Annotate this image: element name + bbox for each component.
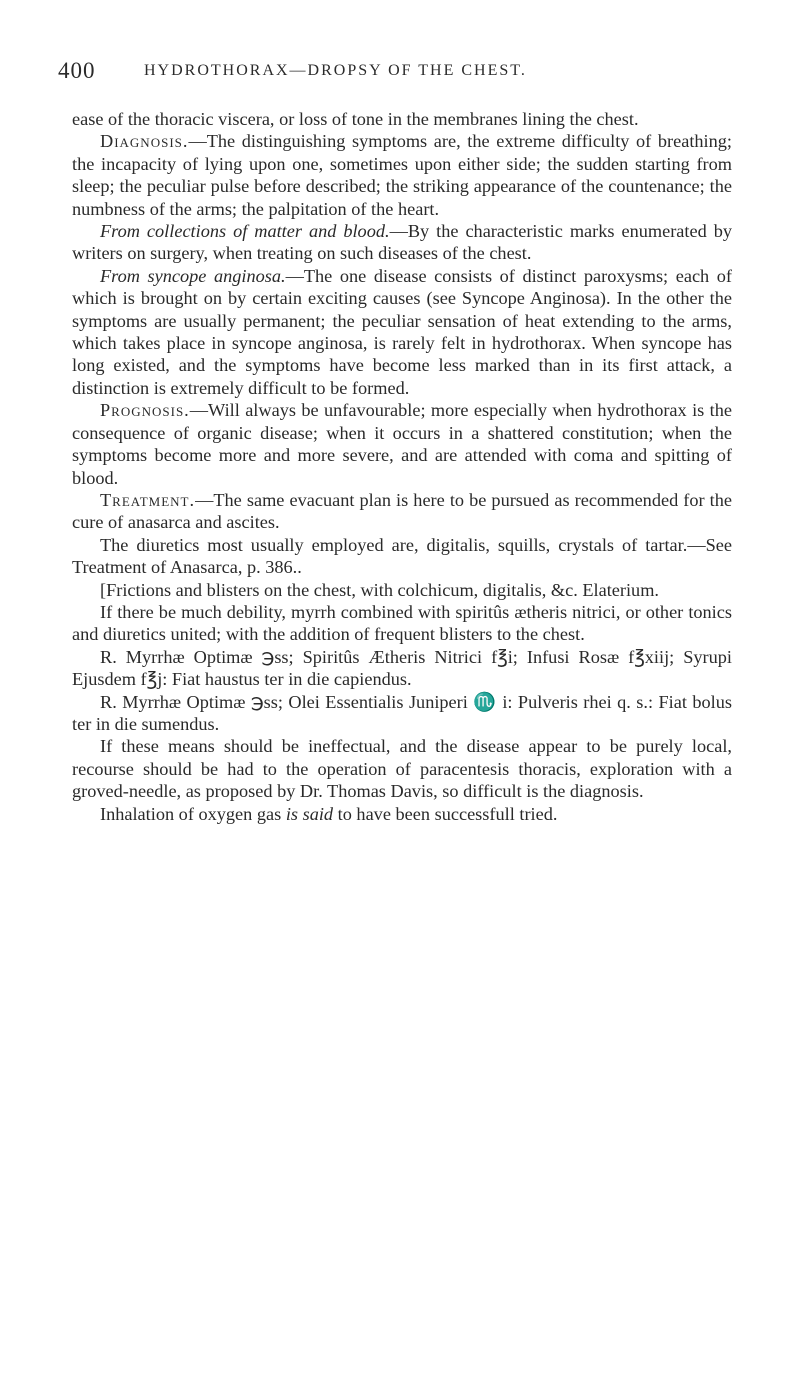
- paragraph-syncope: [72, 265, 732, 399]
- prescription-bolus: [72, 691, 732, 736]
- paragraph-frictions: [72, 579, 732, 601]
- paragraph-diuretics: [72, 534, 732, 579]
- paragraph-text: to have been successfull tried.: [333, 803, 558, 824]
- paragraph-paracentesis: [72, 735, 732, 802]
- paragraph-text: ease of the thoracic viscera, or loss of tone in the membranes lining the chest.: [72, 109, 639, 129]
- paragraph-text: —The same evacuant plan is here to be pursued as recommended for the cure of anasarca and ascites.: [72, 489, 732, 533]
- paragraph-oxygen: [72, 803, 732, 825]
- paragraph-text: —The distinguishing symptoms are, the extreme difficulty of breathing; the incapacity of lying upon one, sometimes upon either side; the sudden starting from sleep; the peculiar pulse before described; the striking appearance of the countenance; the numbness of the arms; the palpitation of the heart.: [72, 131, 732, 219]
- subheading-collections: From collections of matter and blood.: [100, 221, 390, 242]
- paragraph-text: [Frictions and blisters on the chest, with colchicum, digitalis, &c. Elaterium.: [100, 579, 659, 600]
- paragraph-text: If there be much debility, myrrh combined with spiritûs ætheris nitrici, or other tonics and diuretics united; with the addition of frequent blisters to the chest.: [72, 601, 732, 645]
- paragraph-text: If these means should be ineffectual, and the disease appear to be purely local, recourse should be had to the operation of paracentesis thoracis, exploration with a groved-needle, as proposed by Dr. Thomas Davis, so difficult is the diagnosis.: [72, 736, 732, 802]
- paragraph-text: —Will always be unfavourable; more especially when hydrothorax is the consequence of organic disease; when it occurs in a shattered constitution; when the symptoms become more and more severe, and are attended with coma and spitting of blood.: [72, 400, 732, 488]
- paragraph-treatment: [72, 489, 732, 534]
- paragraph-text: R. Myrrhæ Optimæ ℈ss; Olei Essentialis Juniperi ♏ i: Pulveris rhei q. s.: Fiat bolus ter in die sumendus.: [72, 691, 732, 734]
- paragraph-debility: [72, 601, 732, 646]
- paragraph-text: —By the characteristic marks enumerated by writers on surgery, when treating on such diseases of the chest.: [72, 221, 732, 264]
- paragraph-diagnosis: [72, 130, 732, 220]
- paragraph-collections: [72, 220, 732, 265]
- paragraph-text: R. Myrrhæ Optimæ ℈ss; Spiritûs Ætheris Nitrici f℥i; Infusi Rosæ f℥xiij; Syrupi Ejusdem f℥j: Fiat haustus ter in die capiendus.: [72, 646, 732, 690]
- header-title: HYDROTHORAX—DROPSY OF THE CHEST.: [144, 62, 527, 79]
- book-page: [58, 58, 732, 825]
- body-text: [72, 108, 732, 825]
- section-heading-treatment: Treatment.: [100, 489, 196, 510]
- subheading-syncope: From syncope anginosa.: [100, 265, 286, 286]
- section-heading-prognosis: Prognosis.: [100, 400, 190, 421]
- page-number: 400: [58, 58, 96, 83]
- paragraph-prognosis: [72, 399, 732, 489]
- paragraph-text: The diuretics most usually employed are, digitalis, squills, crystals of tartar.—See Treatment of Anasarca, p. 386..: [72, 534, 732, 578]
- paragraph-text: —The one disease consists of distinct paroxysms; each of which is brought on by certain exciting causes (see Syncope Anginosa). In the other the symptoms are usually permanent; the peculiar sensation of heat extending to the arms, which takes place in syncope anginosa, is rarely felt in hydrothorax. When syncope has long existed, and the symptoms have become less marked than in its first attack, a distinction is extremely difficult to be formed.: [72, 265, 732, 398]
- paragraph-text: Inhalation of oxygen gas: [100, 803, 286, 824]
- paragraph-continuation: [72, 108, 732, 130]
- prescription-draught: [72, 646, 732, 691]
- running-head: [58, 58, 732, 94]
- emphasis-text: is said: [285, 803, 334, 824]
- section-heading-diagnosis: Diagnosis.: [100, 131, 189, 152]
